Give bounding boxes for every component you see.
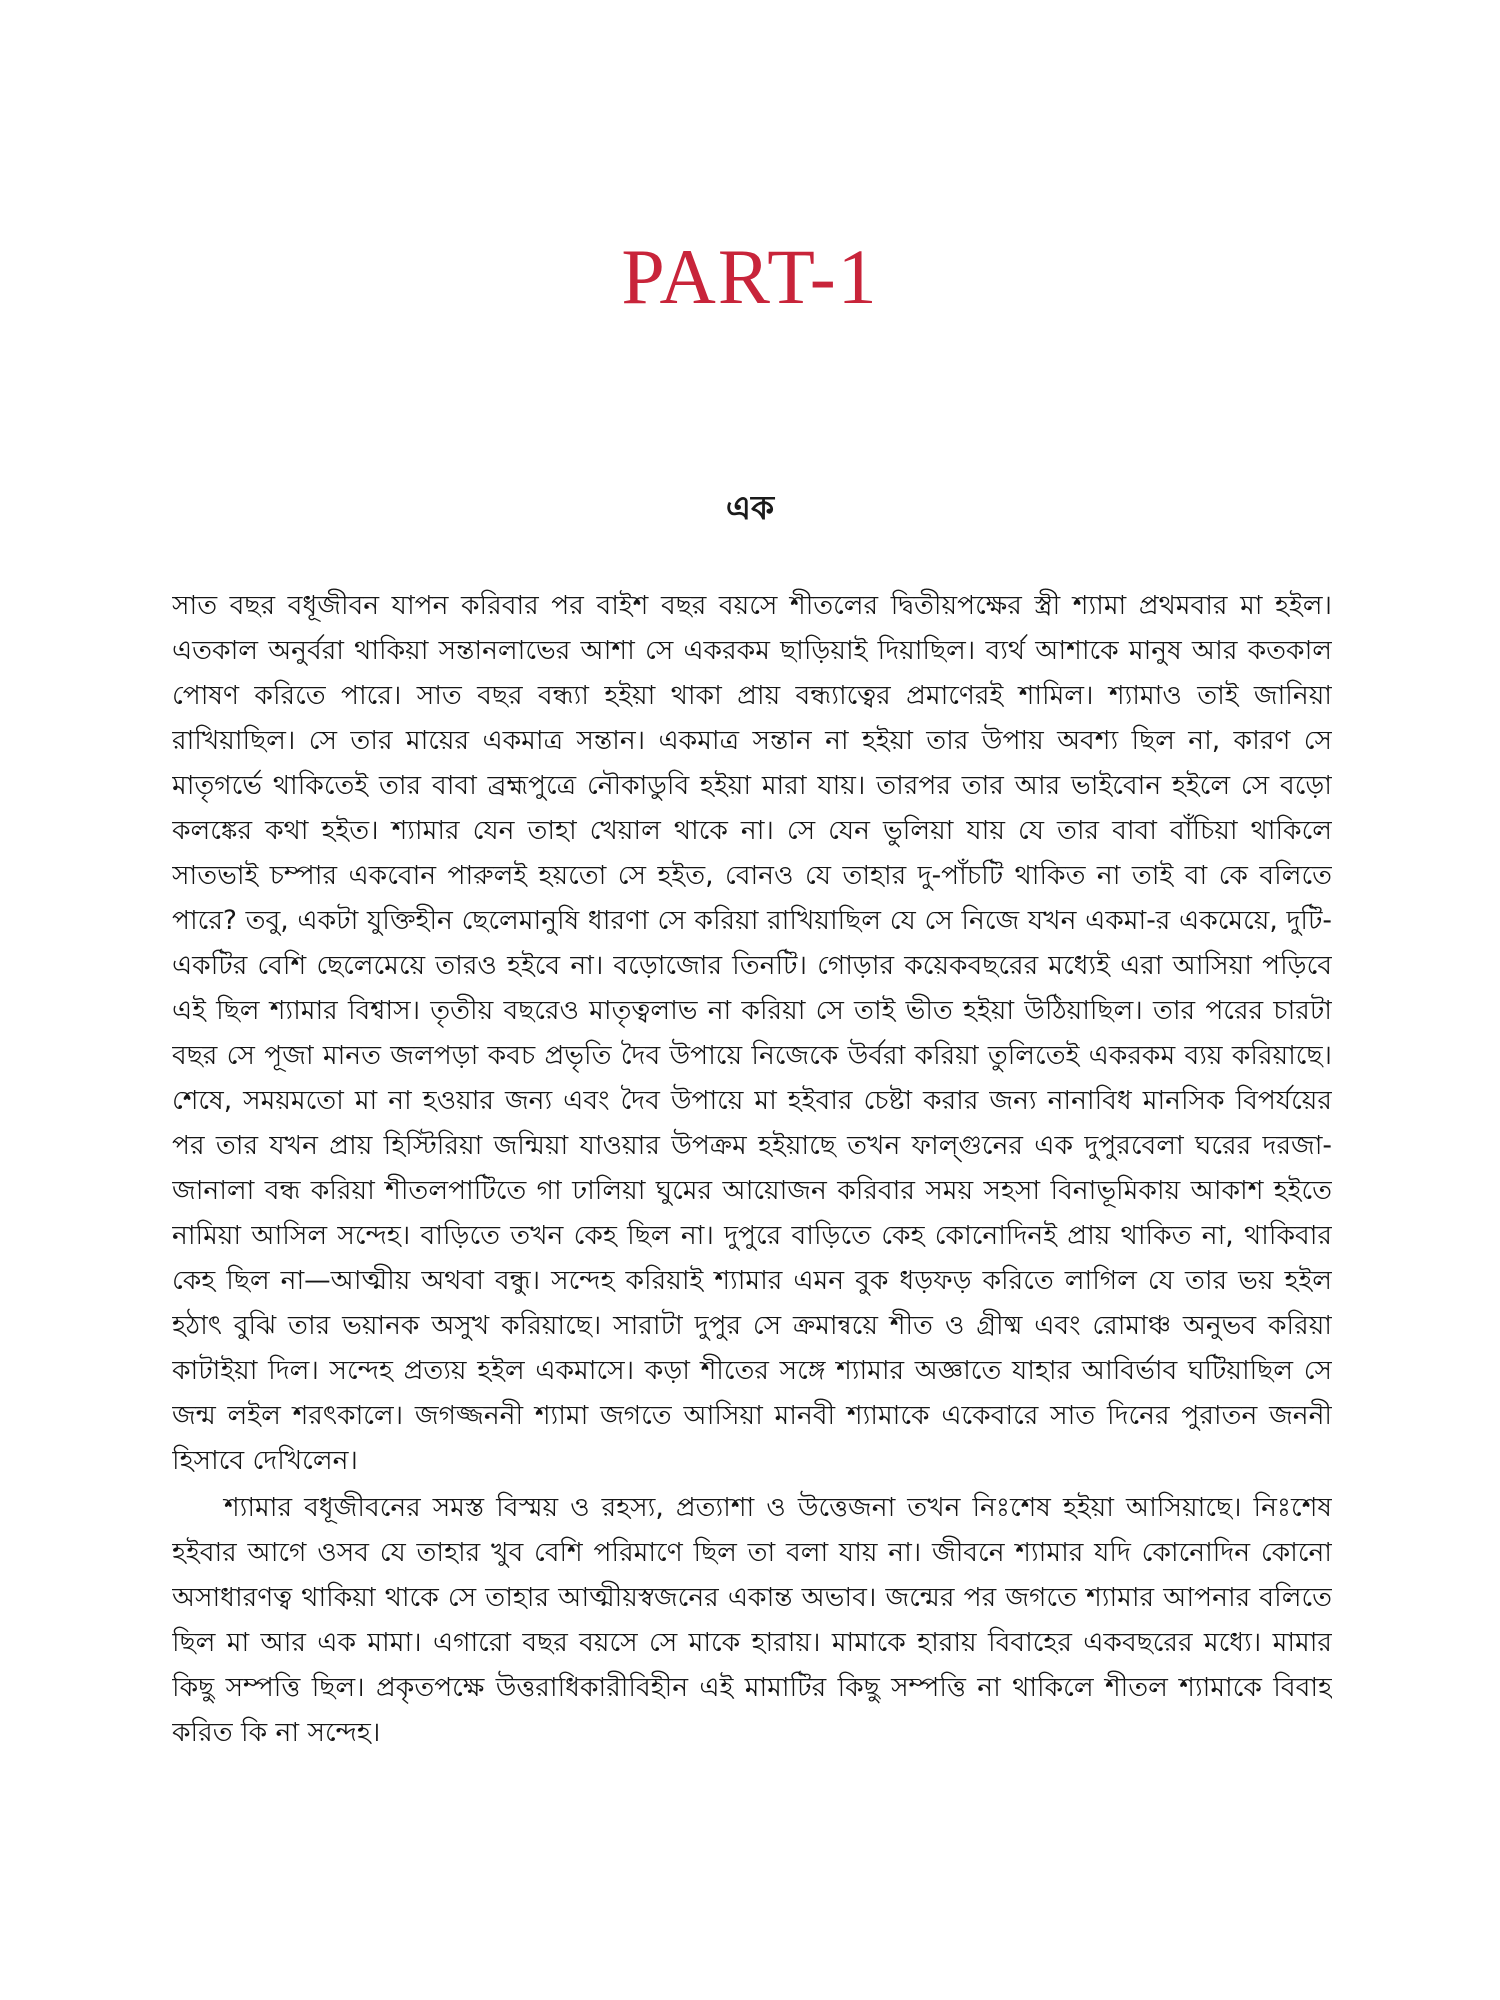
- chapter-title: এক: [725, 488, 775, 527]
- paragraph-1: সাত বছর বধূজীবন যাপন করিবার পর বাইশ বছর বয়সে শীতলের দ্বিতীয়পক্ষের স্ত্রী শ্যামা প্রথমবার মা হইল। এতকাল অনুর্বরা থাকিয়া সন্তানলাভের আশা সে একরকম ছাড়িয়াই দিয়াছিল। ব্যর্থ আশাকে মানুষ আর কতকাল পোষণ করিতে পারে। সাত বছর বন্ধ্যা হইয়া থাকা প্রায় বন্ধ্যাত্বের প্রমাণেরই শামিল। শ্যামাও তাই জানিয়া রাখিয়াছিল। সে তার মায়ের একমাত্র সন্তান। একমাত্র সন্তান না হইয়া তার উপায় অবশ্য ছিল না, কারণ সে মাতৃগর্ভে থাকিতেই তার বাবা ব্রহ্মপুত্রে নৌকাডুবি হইয়া মারা যায়। তারপর তার আর ভাইবোন হইলে সে বড়ো কলঙ্কের কথা হইত। শ্যামার যেন তাহা খেয়াল থাকে না। সে যেন ভুলিয়া যায় যে তার বাবা বাঁচিয়া থাকিলে সাতভাই চম্পার একবোন পারুলই হয়তো সে হইত, বোনও যে তাহার দু-পাঁচটি থাকিত না তাই বা কে বলিতে পারে? তবু, একটা যুক্তিহীন ছেলেমানুষি ধারণা সে করিয়া রাখিয়াছিল যে সে নিজে যখন একমা-র একমেয়ে, দুটি-একটির বেশি ছেলেমেয়ে তারও হইবে না। বড়োজোর তিনটি। গোড়ার কয়েকবছরের মধ্যেই এরা আসিয়া পড়িবে এই ছিল শ্যামার বিশ্বাস। তৃতীয় বছরেও মাতৃত্বলাভ না করিয়া সে তাই ভীত হইয়া উঠিয়াছিল। তার পরের চারটা বছর সে পূজা মানত জলপড়া কবচ প্রভৃতি দৈব উপায়ে নিজেকে উর্বরা করিয়া তুলিতেই একরকম ব্যয় করিয়াছে। শেষে, সময়মতো মা না হওয়ার জন্য এবং দৈব উপায়ে মা হইবার চেষ্টা করার জন্য নানাবিধ মানসিক বিপর্যয়ের পর তার যখন প্রায় হিস্টিরিয়া জন্মিয়া যাওয়ার উপক্রম হইয়াছে তখন ফাল্গুনের এক দুপুরবেলা ঘরের দরজা-জানালা বন্ধ করিয়া শীতলপাটিতে গা ঢালিয়া ঘুমের আয়োজন করিবার সময় সহসা বিনাভূমিকায় আকাশ হইতে নামিয়া আসিল সন্দেহ। বাড়িতে তখন কেহ ছিল না। দুপুরে বাড়িতে কেহ কোনোদিনই প্রায় থাকিত না, থাকিবার কেহ ছিল না—আত্মীয় অথবা বন্ধু। সন্দেহ করিয়াই শ্যামার এমন বুক ধড়ফড় করিতে লাগিল যে তার ভয় হইল হঠাৎ বুঝি তার ভয়ানক অসুখ করিয়াছে। সারাটা দুপুর সে ক্রমান্বয়ে শীত ও গ্রীষ্ম এবং রোমাঞ্চ অনুভব করিয়া কাটাইয়া দিল। সন্দেহ প্রত্যয় হইল একমাসে। কড়া শীতের সঙ্গে শ্যামার অজ্ঞাতে যাহার আবির্ভাব ঘটিয়াছিল সে জন্ম লইল শরৎকালে। জগজ্জননী শ্যামা জগতে আসিয়া মানবী শ্যামাকে একেবারে সাত দিনের পুরাতন জননী হিসাবে দেখিলেন।: [172, 590, 1332, 1476]
- part-heading: PART-1: [621, 233, 879, 320]
- paragraph-2: শ্যামার বধূজীবনের সমস্ত বিস্ময় ও রহস্য, প্রত্যাশা ও উত্তেজনা তখন নিঃশেষ হইয়া আসিয়াছে। নিঃশেষ হইবার আগে ওসব যে তাহার খুব বেশি পরিমাণে ছিল তা বলা যায় না। জীবনে শ্যামার যদি কোনোদিন কোনো অসাধারণত্ব থাকিয়া থাকে সে তাহার আত্মীয়স্বজনের একান্ত অভাব। জন্মের পর জগতে শ্যামার আপনার বলিতে ছিল মা আর এক মামা। এগারো বছর বয়সে সে মাকে হারায়। মামাকে হারায় বিবাহের একবছরের মধ্যে। মামার কিছু সম্পত্তি ছিল। প্রকৃতপক্ষে উত্তরাধিকারীবিহীন এই মামাটির কিছু সম্পত্তি না থাকিলে শীতল শ্যামাকে বিবাহ করিত কি না সন্দেহ।: [172, 1492, 1332, 1748]
- body-text: [172, 583, 1332, 1923]
